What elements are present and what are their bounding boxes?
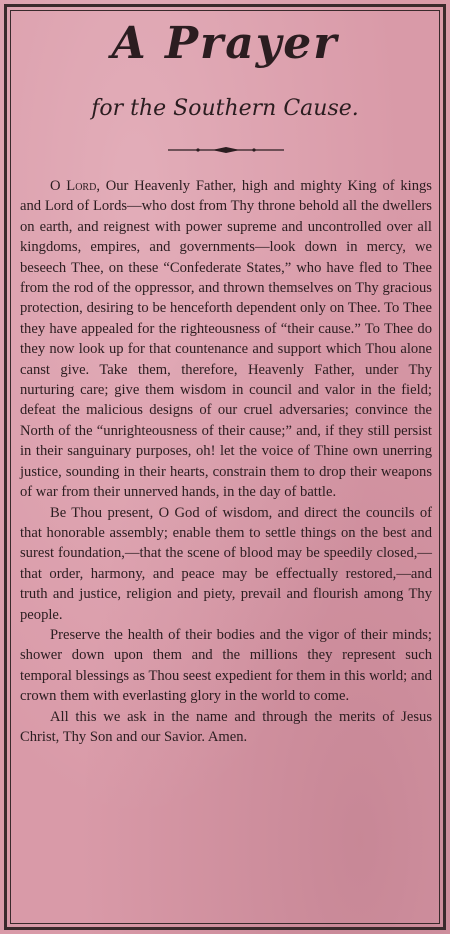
paragraph-text: Be Thou present, O God of wisdom, and direct the councils of that honorable assembly; enable them to settle things on the best and surest foundation,—that the scene of blood may be speedily closed,—that order, harmony, and peace may be effectually restored,—and truth and justice, religion and piety, prevail and flourish among Thy people. (20, 504, 432, 623)
paragraph-text: Preserve the health of their bodies and the vigor of their minds; shower down upon them and the millions they represent such temporal blessings as Thou seest expedient for them in this world; and crown them with everlasting glory in the world to come. (20, 626, 432, 705)
paragraph-2 (20, 503, 432, 625)
paragraph-lead: O Lord, (50, 178, 100, 194)
paragraph-4 (20, 707, 432, 748)
paragraph-3 (20, 625, 432, 707)
page-title: A Prayer (111, 18, 339, 69)
ornament-rule-icon (168, 146, 284, 154)
page-subtitle: for the Southern Cause. (91, 96, 359, 121)
paragraph-1 (20, 176, 432, 503)
paragraph-text: Our Heavenly Father, high and mighty King of kings and Lord of Lords—who dost from Thy throne behold all the dwellers on earth, and reignest with power supreme and uncontrolled over all kingdoms, empires, and governments—look down in mercy, we beseech Thee, on these “Confederate States,” who have fled to Thee from the rod of the oppressor, and thrown themselves on Thy gracious protection, desiring to be henceforth dependent only on Thee. To Thee they have appealed for the righteousness of “their cause.” To Thee do they now look up for that countenance and support which Thou alone canst give. Take them, therefore, Heavenly Father, under Thy nurturing care; give them wisdom in council and valor in the field; defeat the malicious designs of our cruel adversaries; convince the North of the “unrighteousness of their cause;” and, if they still persist in their sanguinary purposes, oh! let the voice of Thine own unerring justice, sounding in their hearts, constrain them to drop their weapons of war from their unnerved hands, in the day of battle. (20, 178, 432, 501)
paragraph-text: All this we ask in the name and through the merits of Jesus Christ, Thy Son and our Savior. Amen. (20, 708, 432, 745)
prayer-body (20, 176, 432, 747)
